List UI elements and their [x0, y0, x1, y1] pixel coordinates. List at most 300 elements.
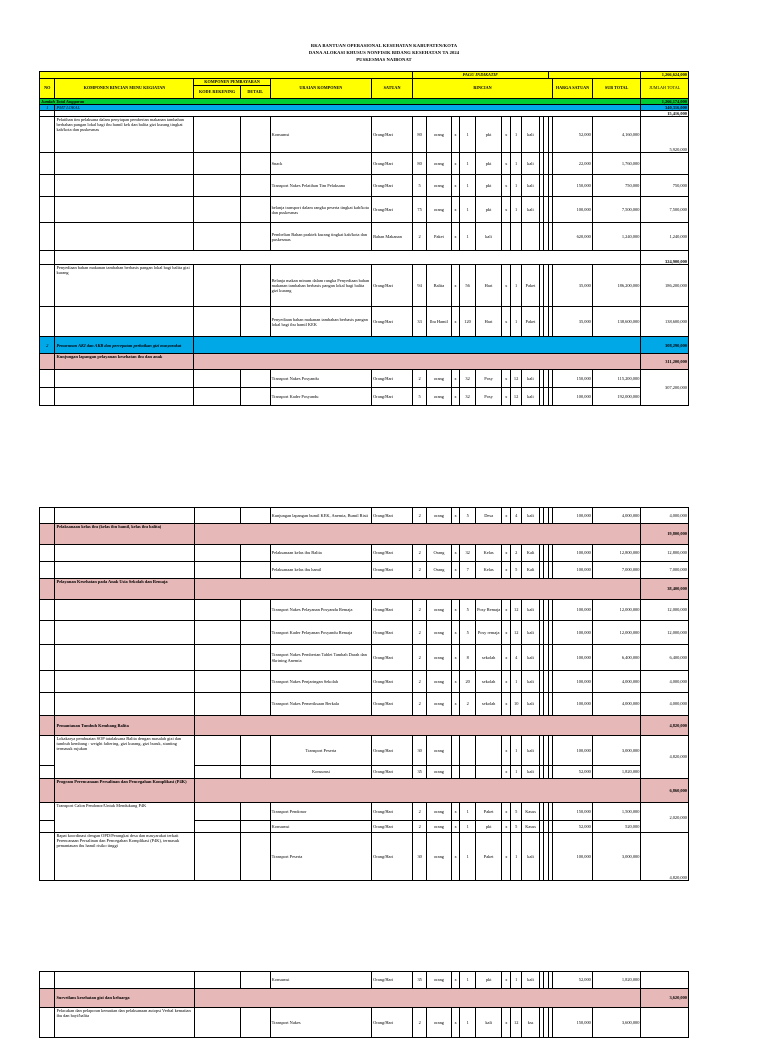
qty-cell: 12	[511, 388, 522, 406]
section-label: Penurunan AKI dan AKB dan percepatan perbaikan gizi masyarakat	[55, 337, 194, 354]
subtotal-cell: 4,000,000	[592, 693, 641, 716]
satuan-cell: Orang/Hari	[372, 117, 413, 153]
subtotal-cell: 4,000,000	[592, 508, 641, 524]
col-kode: KODE REKENING	[194, 86, 240, 99]
unit-cell: pkt	[475, 153, 501, 175]
satuan-cell: Orang/Hari	[372, 562, 413, 579]
satuan-cell: Orang/Hari	[372, 645, 413, 671]
unit-cell: Kasus	[522, 821, 540, 833]
qty-cell: 2	[413, 803, 427, 821]
qty-cell: 20	[460, 671, 475, 693]
unit-cell: Hari	[475, 265, 501, 307]
table-row: Snack Orang/Hari 80 orang x 1 pkt x 1 kali 22,000 1,760,000	[40, 153, 689, 175]
subtotal-cell: 1,500,000	[592, 803, 641, 821]
qty-cell: 33	[412, 307, 426, 337]
table-row: Transport Nakes Pelayanan Posyandu Remaja Orang/Hari 2 orang x 5 Posy Remaja x 12 kali 100,000 12,000,000 12,000,000	[40, 600, 689, 621]
total-cell: 4,820,000	[641, 833, 689, 881]
harga-cell: 52,000	[553, 972, 593, 989]
unit-cell: orang	[427, 803, 451, 821]
satuan-cell: Orang/Hari	[372, 370, 413, 388]
harga-cell: 100,000	[553, 197, 593, 223]
total-cell: 6,400,000	[641, 645, 689, 671]
qty-cell: 1	[511, 833, 522, 881]
table-row: Transport Kader Posyandu Orang/Hari 5 orang x 32 Posy x 12 kali 100,000 192,000,000	[40, 388, 689, 406]
section-no: 2	[40, 337, 55, 354]
satuan-cell: Orang/Hari	[372, 671, 413, 693]
unit-cell: kali	[522, 197, 540, 223]
col-pembayaran: KOMPONEN PEMBAYARAN	[194, 79, 270, 86]
table-row: Transport Kader Pelayanan Posyandu Remaja Orang/Hari 2 orang x 5 Posy remaja x 12 kali 100,000 12,000,000 12,000,000	[40, 621, 689, 645]
qty-cell: 2	[413, 671, 427, 693]
unit-cell: kali	[475, 223, 501, 251]
total-cell: 4,000,000	[641, 693, 689, 716]
section-label: Program Perencanaan Persalinan dan Pencegahan Komplikasi (P4K)	[55, 779, 194, 803]
qty-cell: 30	[413, 736, 427, 766]
unit-cell: Kelas	[475, 545, 501, 562]
qty-cell: 1	[511, 671, 522, 693]
satuan-cell: Orang/Hari	[372, 545, 413, 562]
uraian-cell: Konsumsi	[270, 972, 372, 989]
unit-cell: Paket	[522, 307, 540, 337]
harga-cell: 100,000	[553, 545, 593, 562]
unit-cell: pkt	[475, 197, 501, 223]
doc-title-line2: DANA ALOKASI KHUSUS NONFISIK BIDANG KESEHATAN TA 2024	[308, 50, 460, 55]
subtotal-cell: 7,000,000	[592, 562, 641, 579]
unit-cell: Desa	[475, 508, 501, 524]
qty-cell: 5	[460, 600, 475, 621]
unit-cell: Posy	[475, 388, 501, 406]
subtotal-cell: 138,600,000	[592, 307, 641, 337]
unit-cell: kali	[475, 1008, 501, 1038]
qty-cell: 1	[460, 1008, 475, 1038]
table-row: Lokakarya pembuatan SOP tatalaksana Balita dengan masalah gizi dan tumbuh kembang : weight faltering, gizi kurang, gizi buruk, stunting termasuk rujukan Transport Peserta Orang/Hari 30 orang x 1 kali 100,000 3,000,000 4,820,000	[40, 736, 689, 766]
table-row: Pembelian Bahan praktek kurang tingkat kab/kota dan puskesmas Bahan Makanan 2 Paket x 1 kali 620,000 1,240,000 1,240,000	[40, 223, 689, 251]
qty-cell: 5	[460, 508, 475, 524]
uraian-cell: Transport Kader Posyandu	[270, 388, 372, 406]
section-label: Kunjungan lapangan pelayanan kesehatan ibu dan anak	[55, 354, 194, 370]
uraian-cell: Transport Nakes Pelayanan Posyandu Remaja	[270, 600, 372, 621]
table-row: Konsumsi Orang/Hari 35 orang x 1 kali 52,000 1,820,000	[40, 766, 689, 779]
total-cell: 7,500,000	[641, 197, 689, 223]
subtotal-cell: 115,200,000	[592, 370, 641, 388]
satuan-cell: Orang/Hari	[372, 621, 413, 645]
qty-cell: 1	[460, 175, 475, 197]
total-cell: 2,020,000	[641, 803, 689, 833]
harga-cell: 100,000	[553, 736, 593, 766]
qty-cell: 1	[460, 821, 475, 833]
unit-cell: Posy remaja	[475, 621, 501, 645]
qty-cell: 7	[460, 562, 475, 579]
section-total: 311,200,000	[641, 354, 689, 370]
unit-cell: orang	[427, 197, 451, 223]
unit-cell: orang	[427, 117, 451, 153]
qty-cell: 35	[413, 766, 427, 779]
unit-cell: kali	[522, 117, 540, 153]
qty-cell: 5	[412, 175, 426, 197]
table-row: Penyediaan bahan makanan tambahan berbasis pangan lokal bagi balita gizi kurang Belanja makan minum dalam rangka Penyediaan bahan makanan tambahan berbasis pangan lokal bagi balita gizi kurang Orang/Hari 94 Balita x 56 Hari x 1 Paket 35,000 186,200,000 186,200,000	[40, 265, 689, 307]
table-row: Konsumsi Orang/Hari 2 orang x 1 pkt x 5 Kasus 52,000 520,000	[40, 821, 689, 833]
section-total: 15,416,000	[641, 111, 689, 117]
pagu-value: 1,266,624,000	[641, 72, 689, 79]
subtotal-cell: 192,000,000	[592, 388, 641, 406]
harga-cell: 100,000	[553, 508, 593, 524]
section-total: 6,860,000	[641, 779, 689, 803]
subtotal-cell: 1,240,000	[592, 223, 641, 251]
budget-table-page2	[39, 507, 689, 881]
satuan-cell: Orang/Hari	[372, 307, 413, 337]
unit-cell: sekolah	[475, 671, 501, 693]
harga-cell: 52,000	[553, 821, 593, 833]
qty-cell: 12	[511, 1008, 522, 1038]
uraian-cell: Snack	[270, 153, 372, 175]
unit-cell: Ibu Hamil	[427, 307, 451, 337]
uraian-cell: Konsumsi	[270, 766, 372, 779]
qty-cell: 2	[460, 693, 475, 716]
jumlah-label: Jumlah Total Anggaran	[40, 99, 641, 105]
qty-cell: 5	[511, 821, 522, 833]
unit-cell: kali	[522, 600, 540, 621]
satuan-cell: Orang/Hari	[372, 388, 413, 406]
table-row: Rapat koordinasi dengan OPD/Perangkat desa dan masyarakat terkait Perencanaan Persalinan dan Pencegahan Komplikasi (P4K), termasuk pemantauan ibu hamil risiko tinggi Transport Peserta Orang/Hari 30 orang x 1 Paket x 1 kali 100,000 3,000,000 4,820,000	[40, 833, 689, 881]
unit-cell: Kasus	[522, 803, 540, 821]
col-detail: DETAIL	[240, 86, 270, 99]
harga-cell: 100,000	[553, 388, 593, 406]
col-no: NO	[40, 79, 55, 99]
section-total: 38,400,000	[641, 579, 689, 600]
unit-cell: orang	[427, 370, 451, 388]
table-row: Penyediaan bahan makanan tambahan berbasis pangan lokal bagi ibu hamil KEK Orang/Hari 33 Ibu Hamil x 120 Hari x 1 Paket 35,000 138,600,000 138,600,000	[40, 307, 689, 337]
harga-cell: 52,000	[553, 766, 593, 779]
qty-cell: 32	[460, 388, 475, 406]
total-cell	[641, 1008, 689, 1038]
uraian-cell: Transport Nakes Pemeriksaan Berkala	[270, 693, 372, 716]
unit-cell: kali	[522, 370, 540, 388]
qty-cell: 32	[460, 370, 475, 388]
total-cell: 4,000,000	[641, 671, 689, 693]
qty-cell: 1	[460, 803, 475, 821]
qty-cell: 2	[412, 370, 426, 388]
qty-cell: 30	[413, 833, 427, 881]
qty-cell: 1	[511, 766, 522, 779]
unit-cell: sekolah	[475, 693, 501, 716]
total-cell: 307,200,000	[641, 370, 689, 406]
doc-title-line3: PUSKESMAS NAIBONAT	[356, 57, 412, 62]
satuan-cell: Orang/Hari	[372, 821, 413, 833]
satuan-cell: Orang/Hari	[372, 197, 413, 223]
harga-cell: 150,000	[553, 1008, 593, 1038]
satuan-cell: Orang/Hari	[372, 693, 413, 716]
section-total: 3,620,000	[641, 989, 689, 1008]
pagu-label: PAGU INDIKATIF	[412, 72, 548, 79]
unit-cell: Paket	[522, 265, 540, 307]
total-cell: 1,240,000	[641, 223, 689, 251]
uraian-cell: belanja transport dalam rangka peserta tingkat kab/kota dan puskesmas	[270, 197, 372, 223]
qty-cell: 10	[511, 693, 522, 716]
unit-cell: orang	[427, 821, 451, 833]
satuan-cell: Orang/Hari	[372, 153, 413, 175]
table-row: Transport Nakes Pemberian Tablet Tambah Darah dan Skrining Anemia Orang/Hari 2 orang x 8 sekolah x 4 kali 100,000 6,400,000 6,400,000	[40, 645, 689, 671]
unit-cell: Paket	[475, 833, 501, 881]
harga-cell: 150,000	[553, 803, 593, 821]
qty-cell	[511, 223, 522, 251]
section-label: Surveilans kesehatan gizi dan keluarga	[55, 989, 194, 1008]
harga-cell: 100,000	[553, 693, 593, 716]
komponen-cell: Rapat koordinasi dengan OPD/Perangkat desa dan masyarakat terkait Perencanaan Persalinan dan Pencegahan Komplikasi (P4K), termasuk pemantauan ibu hamil risiko tinggi	[55, 833, 194, 881]
subtotal-cell: 4,160,000	[592, 117, 641, 153]
unit-cell: kali	[522, 645, 540, 671]
uraian-cell: Transport Kader Pelayanan Posyandu Remaja	[270, 621, 372, 645]
qty-cell: 1	[460, 223, 475, 251]
uraian-cell: Transport Nakes Pemberian Tablet Tambah Darah dan Skrining Anemia	[270, 645, 372, 671]
unit-cell: pkt	[475, 175, 501, 197]
qty-cell: 80	[412, 117, 426, 153]
uraian-cell: Kunjungan lapangan bumil KEK, Anemia, Bumil Risti	[270, 508, 372, 524]
qty-cell: 1	[460, 972, 475, 989]
uraian-cell: Pelaksanaan kelas ibu hamil	[270, 562, 372, 579]
pmt-label: PMT LOKAL	[55, 105, 641, 111]
section-total: 19,800,000	[641, 524, 689, 545]
pmt-value: 340,316,000	[641, 105, 689, 111]
table-row: Transport Nakes Pemeriksaan Berkala Orang/Hari 2 orang x 2 sekolah x 10 kali 100,000 4,000,000 4,000,000	[40, 693, 689, 716]
harga-cell: 100,000	[553, 833, 593, 881]
harga-cell: 100,000	[553, 562, 593, 579]
total-cell: 4,000,000	[641, 508, 689, 524]
qty-cell: 2	[413, 621, 427, 645]
unit-cell: Kali	[522, 545, 540, 562]
qty-cell: 2	[413, 645, 427, 671]
total-cell: 12,800,000	[641, 545, 689, 562]
subtotal-cell: 520,000	[592, 821, 641, 833]
qty-cell: 5	[511, 562, 522, 579]
qty-cell: 1	[460, 197, 475, 223]
col-komponen: KOMPONEN RINCIAN MENU KEGIATAN	[55, 79, 194, 99]
harga-cell: 35,000	[553, 265, 593, 307]
unit-cell: kali	[522, 388, 540, 406]
qty-cell: 1	[460, 117, 475, 153]
unit-cell: kali	[522, 972, 540, 989]
table-row: Transport Nakes Penjaringan Sekolah Orang/Hari 2 orang x 20 sekolah x 1 kali 100,000 4,000,000 4,000,000	[40, 671, 689, 693]
total-cell: 750,000	[641, 175, 689, 197]
qty-cell: 2	[412, 223, 426, 251]
harga-cell: 100,000	[553, 671, 593, 693]
col-subtotal: SUB TOTAL	[592, 79, 641, 99]
table-row: Pelatihan tim pelaksana dalam penyiapan pemberian makanan tambahan berbahan pangan lokal bagi ibu hamil kek dan balita gizi kurang tingkat kab/kota dan puskesmas Konsumsi Orang/Hari 80 orang x 1 pkt x 1 kali 52,000 4,160,000 5,920,000	[40, 117, 689, 153]
section-total: 4,820,000	[641, 716, 689, 736]
harga-cell: 100,000	[553, 621, 593, 645]
unit-cell	[475, 766, 501, 779]
harga-cell: 22,000	[553, 153, 593, 175]
unit-cell: Paket	[427, 223, 451, 251]
qty-cell: 5	[412, 388, 426, 406]
budget-table-page1	[39, 71, 689, 406]
qty-cell	[460, 766, 475, 779]
qty-cell: 75	[412, 197, 426, 223]
table-row: Transport Nakes Pelatihan Tim Pelaksana Orang/Hari 5 orang x 1 pkt x 1 kali 150,000 750,000 750,000	[40, 175, 689, 197]
harga-cell: 35,000	[553, 307, 593, 337]
total-cell: 186,200,000	[641, 265, 689, 307]
qty-cell: 1	[511, 117, 522, 153]
unit-cell: Kelas	[475, 562, 501, 579]
uraian-cell: Transport Nakes Penjaringan Sekolah	[270, 671, 372, 693]
qty-cell: 12	[511, 370, 522, 388]
unit-cell: kali	[522, 508, 540, 524]
total-cell	[641, 972, 689, 989]
qty-cell: 94	[412, 265, 426, 307]
qty-cell: 5	[511, 803, 522, 821]
satuan-cell: Orang/Hari	[372, 508, 413, 524]
uraian-cell: Transport Nakes Posyandu	[270, 370, 372, 388]
qty-cell: 2	[413, 562, 427, 579]
harga-cell: 100,000	[553, 600, 593, 621]
unit-cell: pkt	[475, 972, 501, 989]
unit-cell: kali	[522, 153, 540, 175]
total-cell: 5,920,000	[641, 117, 689, 153]
unit-cell: kali	[522, 736, 540, 766]
unit-cell: orang	[427, 621, 451, 645]
uraian-cell: Pembelian Bahan praktek kurang tingkat kab/kota dan puskesmas	[270, 223, 372, 251]
subtotal-cell: 1,820,000	[592, 766, 641, 779]
section-total: 324,900,000	[641, 251, 689, 265]
harga-cell: 52,000	[553, 117, 593, 153]
qty-cell: 1	[511, 175, 522, 197]
harga-cell: 100,000	[553, 645, 593, 671]
table-row: Transport Nakes Posyandu Orang/Hari 2 orang x 32 Posy x 12 kali 150,000 115,200,000 307,200,000	[40, 370, 689, 388]
subtotal-cell: 3,600,000	[592, 1008, 641, 1038]
qty-cell: 1	[511, 736, 522, 766]
unit-cell: orang	[427, 388, 451, 406]
qty-cell: 5	[460, 621, 475, 645]
subtotal-cell: 7,500,000	[592, 197, 641, 223]
unit-cell: Posy Remaja	[475, 600, 501, 621]
uraian-cell: Pelaksanaan kelas ibu Balita	[270, 545, 372, 562]
satuan-cell: Orang/Hari	[372, 833, 413, 881]
uraian-cell: Transport Nakes	[270, 1008, 372, 1038]
unit-cell: kali	[522, 621, 540, 645]
uraian-cell: Belanja makan minum dalam rangka Penyediaan bahan makanan tambahan berbasis pangan lokal bagi balita gizi kurang	[270, 265, 372, 307]
unit-cell: orang	[427, 1008, 451, 1038]
col-rincian: RINCIAN	[412, 79, 552, 99]
unit-cell: kss	[522, 1008, 540, 1038]
section-label: Pelaksanaan kelas ibu (kelas ibu hamil, kelas ibu balita)	[55, 524, 194, 545]
unit-cell: Orang	[427, 545, 451, 562]
unit-cell: orang	[427, 736, 451, 766]
doc-title-line1: RKA BANTUAN OPERASIONAL KESEHATAN KABUPATEN/KOTA	[310, 43, 458, 48]
satuan-cell: Bahan Makanan	[372, 223, 413, 251]
qty-cell: 12	[511, 600, 522, 621]
subtotal-cell: 3,000,000	[592, 833, 641, 881]
uraian-cell: Transport Peserta	[270, 833, 372, 881]
unit-cell: Paket	[475, 803, 501, 821]
unit-cell: orang	[427, 766, 451, 779]
total-cell: 7,000,000	[641, 562, 689, 579]
unit-cell: orang	[427, 972, 451, 989]
qty-cell: 56	[460, 265, 475, 307]
uraian-cell: Transport Peserta	[270, 736, 372, 766]
qty-cell: 4	[511, 508, 522, 524]
unit-cell: Orang	[427, 562, 451, 579]
unit-cell: orang	[427, 645, 451, 671]
unit-cell: orang	[427, 693, 451, 716]
section-label: Pelayanan Kesehatan pada Anak Usia Sekolah dan Remaja	[55, 579, 194, 600]
qty-cell: 120	[460, 307, 475, 337]
qty-cell: 2	[413, 821, 427, 833]
qty-cell: 2	[413, 1008, 427, 1038]
komponen-cell: Transport Calon Pendonor/Untuk Mendukung P4K	[55, 803, 194, 833]
komponen-cell: Lokakarya pembuatan SOP tatalaksana Balita dengan masalah gizi dan tumbuh kembang : weight faltering, gizi kurang, gizi buruk, stunting termasuk rujukan	[55, 736, 194, 779]
section-label: Pemantauan Tumbuh Kembang Balita	[55, 716, 194, 736]
qty-cell: 1	[460, 153, 475, 175]
uraian-cell: Transport Nakes Pelatihan Tim Pelaksana	[270, 175, 372, 197]
uraian-cell: Konsumsi	[270, 821, 372, 833]
satuan-cell: Orang/Hari	[372, 265, 413, 307]
qty-cell: 35	[413, 972, 427, 989]
qty-cell: 1	[511, 153, 522, 175]
qty-cell: 4	[511, 645, 522, 671]
col-uraian: URAIAN KOMPONEN	[270, 79, 372, 99]
col-harga: HARGA SATUAN	[553, 79, 593, 99]
unit-cell: orang	[427, 153, 451, 175]
unit-cell: Kali	[522, 562, 540, 579]
subtotal-cell: 1,760,000	[592, 153, 641, 175]
qty-cell: 2	[413, 600, 427, 621]
qty-cell: 8	[460, 645, 475, 671]
qty-cell: 1	[511, 197, 522, 223]
table-row: Transport Calon Pendonor/Untuk Mendukung P4K Transport Pendonor Orang/Hari 2 orang x 1 Paket x 5 Kasus 150,000 1,500,000 2,020,000	[40, 803, 689, 821]
qty-cell: 2	[413, 693, 427, 716]
satuan-cell: Orang/Hari	[372, 766, 413, 779]
total-cell: 12,000,000	[641, 621, 689, 645]
qty-cell: 1	[511, 972, 522, 989]
total-cell: 4,820,000	[641, 736, 689, 779]
satuan-cell: Orang/Hari	[372, 600, 413, 621]
unit-cell: Posy	[475, 370, 501, 388]
qty-cell: 2	[413, 545, 427, 562]
subtotal-cell: 186,200,000	[592, 265, 641, 307]
section-total: 308,290,000	[641, 337, 689, 354]
subtotal-cell: 1,820,000	[592, 972, 641, 989]
unit-cell: kali	[522, 833, 540, 881]
subtotal-cell: 4,000,000	[592, 671, 641, 693]
table-row: belanja transport dalam rangka peserta tingkat kab/kota dan puskesmas Orang/Hari 75 orang x 1 pkt x 1 kali 100,000 7,500,000 7,500,000	[40, 197, 689, 223]
unit-cell: sekolah	[475, 645, 501, 671]
unit-cell: orang	[427, 671, 451, 693]
komponen-cell: Pelacakan dan pelaporan kematian dan pelaksanaan autopsi Verbal kematian ibu dan bayi/balita	[55, 1008, 194, 1038]
unit-cell: kali	[522, 175, 540, 197]
table-row: Pelaksanaan kelas ibu hamil Orang/Hari 2 Orang x 7 Kelas x 5 Kali 100,000 7,000,000 7,000,000	[40, 562, 689, 579]
table-row: Pelacakan dan pelaporan kematian dan pelaksanaan autopsi Verbal kematian ibu dan bayi/balita Transport Nakes Orang/Hari 2 orang x 1 kali x 12 kss 150,000 3,600,000	[40, 1008, 689, 1038]
qty-cell: 1	[460, 833, 475, 881]
jumlah-value: 1,266,174,000	[641, 99, 689, 105]
satuan-cell: Orang/Hari	[372, 972, 413, 989]
uraian-cell: Penyediaan bahan makanan tambahan berbasis pangan lokal bagi ibu hamil KEK	[270, 307, 372, 337]
unit-cell: orang	[427, 833, 451, 881]
qty-cell: 32	[460, 545, 475, 562]
table-row: Konsumsi Orang/Hari 35 orang x 1 pkt x 1 kali 52,000 1,820,000	[40, 972, 689, 989]
subtotal-cell: 750,000	[592, 175, 641, 197]
qty-cell: 1	[511, 307, 522, 337]
uraian-cell: Transport Pendonor	[270, 803, 372, 821]
col-satuan: SATUAN	[372, 79, 413, 99]
unit-cell: kali	[522, 693, 540, 716]
unit-cell	[475, 736, 501, 766]
unit-cell: orang	[427, 175, 451, 197]
subtotal-cell: 12,000,000	[592, 621, 641, 645]
unit-cell: kali	[522, 766, 540, 779]
qty-cell: 1	[511, 265, 522, 307]
qty-cell	[460, 736, 475, 766]
subtotal-cell: 12,000,000	[592, 600, 641, 621]
unit-cell: orang	[427, 508, 451, 524]
